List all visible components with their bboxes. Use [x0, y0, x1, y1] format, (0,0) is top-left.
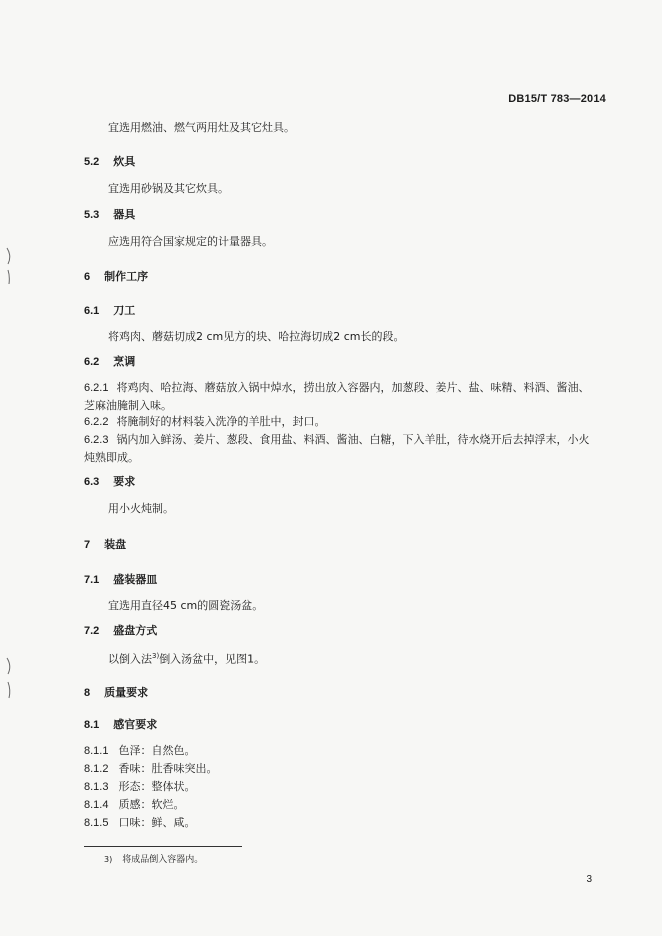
- clause-number: 5.3: [84, 209, 100, 221]
- clause-8-1-5: [84, 814, 195, 832]
- chapter-number: 7: [84, 539, 91, 551]
- clause-text: 锅内加入鲜汤、姜片、葱段、食用盐、料酒、酱油、白糖，下入羊肚，待水烧开后去掉浮末，小火炖熟即成。: [84, 433, 590, 464]
- clause-number: 8.1.1: [84, 745, 109, 757]
- clause-6-1-text: 将鸡肉、蘑菇切成2 cm见方的块、哈拉海切成2 cm长的段。: [108, 330, 405, 343]
- clause-title: 盛盘方式: [113, 624, 158, 637]
- clause-number: 6.2: [84, 356, 100, 368]
- clause-8-1-heading: [84, 716, 157, 734]
- clause-5-2-text: 宜选用砂锅及其它炊具。: [108, 182, 229, 195]
- clause-text: 形态：整体状。: [118, 780, 196, 793]
- clause-5-1-text: 宜选用燃油、燃气两用灶及其它灶具。: [108, 121, 295, 134]
- clause-7-2-text: [108, 648, 265, 668]
- clause-5-2-heading: [84, 153, 135, 171]
- chapter-7-heading: [84, 536, 126, 554]
- clause-text: 将鸡肉、哈拉海、蘑菇放入锅中焯水，捞出放入容器内，加葱段、姜片、盐、味精、料酒、酱油、芝麻油腌制入味。: [84, 381, 590, 412]
- clause-8-1-3: [84, 778, 195, 796]
- clause-text-post: 倒入汤盆中，见图1。: [159, 652, 266, 666]
- clause-text: 质感：软烂。: [118, 798, 185, 811]
- clause-7-1-heading: [84, 571, 157, 589]
- clause-title: 炊具: [113, 155, 136, 168]
- clause-number: 6.2.3: [84, 434, 109, 446]
- clause-title: 盛装器皿: [113, 573, 158, 586]
- clause-8-1-1: [84, 742, 195, 760]
- chapter-number: 6: [84, 271, 91, 283]
- clause-title: 烹调: [113, 355, 136, 368]
- chapter-title: 装盘: [104, 538, 127, 551]
- clause-6-2-3: [84, 431, 596, 466]
- footnote: [104, 852, 203, 865]
- clause-6-1-heading: [84, 302, 135, 320]
- clause-6-2-2: [84, 413, 325, 431]
- footnote-ref: 3): [152, 652, 160, 660]
- clause-number: 5.2: [84, 156, 100, 168]
- clause-text-pre: 以倒入法: [108, 652, 152, 666]
- page-number: 3: [586, 874, 592, 885]
- clause-text: 色泽：自然色。: [118, 744, 196, 757]
- clause-number: 8.1.5: [84, 817, 109, 829]
- clause-7-2-heading: [84, 622, 157, 640]
- clause-6-2-1: [84, 379, 596, 414]
- clause-number: 6.2.2: [84, 416, 109, 428]
- chapter-title: 制作工序: [104, 270, 149, 283]
- chapter-number: 8: [84, 687, 91, 699]
- chapter-8-heading: [84, 684, 148, 702]
- chapter-6-heading: [84, 268, 148, 286]
- scan-margin-mark: [4, 246, 14, 286]
- clause-7-1-text: 宜选用直径45 cm的圆瓷汤盆。: [108, 599, 264, 612]
- footnote-text: 将成品倒入容器内。: [122, 855, 204, 865]
- clause-text: 将腌制好的材料装入洗净的羊肚中，封口。: [116, 415, 326, 428]
- clause-text: 香味：肚香味突出。: [118, 762, 218, 775]
- footnote-mark: 3): [104, 855, 113, 864]
- clause-8-1-2: [84, 760, 217, 778]
- clause-6-3-text: 用小火炖制。: [108, 502, 174, 515]
- clause-number: 6.1: [84, 305, 100, 317]
- clause-6-2-heading: [84, 353, 135, 371]
- footnote-divider: [84, 846, 242, 847]
- clause-8-1-4: [84, 796, 184, 814]
- clause-number: 7.2: [84, 625, 100, 637]
- clause-number: 6.3: [84, 476, 100, 488]
- clause-number: 6.2.1: [84, 382, 109, 394]
- clause-number: 8.1.2: [84, 763, 109, 775]
- clause-6-3-heading: [84, 473, 135, 491]
- clause-title: 刀工: [113, 304, 136, 317]
- clause-number: 7.1: [84, 574, 100, 586]
- clause-title: 器具: [113, 208, 136, 221]
- clause-number: 8.1.4: [84, 799, 109, 811]
- scan-margin-mark: [4, 656, 14, 700]
- clause-5-3-heading: [84, 206, 135, 224]
- clause-text: 口味：鲜、咸。: [118, 816, 196, 829]
- clause-5-3-text: 应选用符合国家规定的计量器具。: [108, 235, 273, 248]
- clause-number: 8.1: [84, 719, 100, 731]
- clause-number: 8.1.3: [84, 781, 109, 793]
- chapter-title: 质量要求: [104, 686, 149, 699]
- clause-title: 感官要求: [113, 718, 158, 731]
- document-code: DB15/T 783—2014: [508, 93, 606, 105]
- clause-title: 要求: [113, 475, 136, 488]
